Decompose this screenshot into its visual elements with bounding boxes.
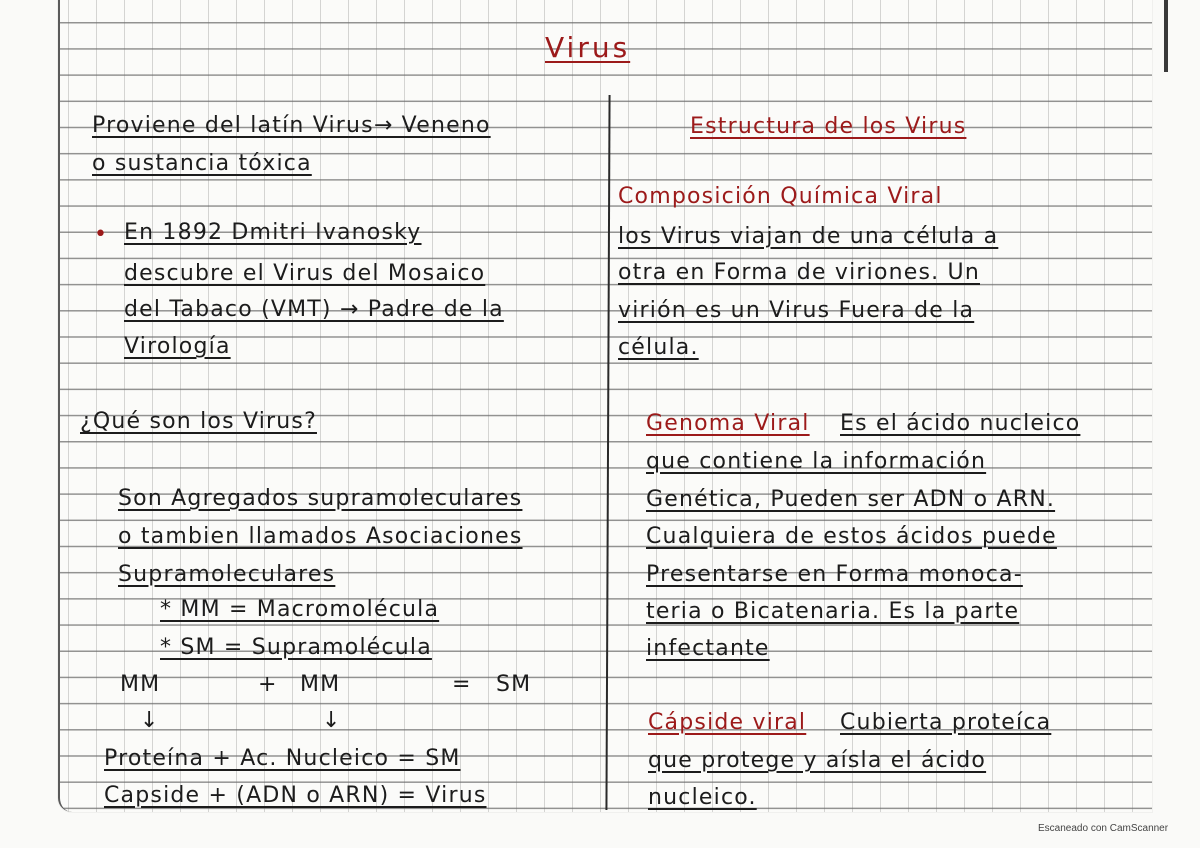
- equation-capside: Capside + (ADN o ARN) = Virus: [104, 783, 487, 808]
- genome-line-2: que contiene la información: [646, 449, 987, 474]
- structure-heading: Estructura de los Virus: [690, 114, 967, 139]
- equation-plus: +: [258, 672, 278, 697]
- sm-definition: * SM = Supramolécula: [160, 635, 432, 660]
- genome-line-1: Es el ácido nucleico: [840, 411, 1081, 436]
- composition-line-4: célula.: [618, 335, 699, 360]
- mm-definition: * MM = Macromolécula: [160, 597, 440, 622]
- genome-line-6: teria o Bicatenaria. Es la parte: [646, 599, 1020, 624]
- genome-line-5: Presentarse en Forma monoca-: [646, 562, 1023, 587]
- genome-line-7: infectante: [646, 636, 770, 661]
- composition-line-1: los Virus viajan de una célula a: [618, 224, 999, 249]
- capsid-line-1: Cubierta proteíca: [840, 710, 1052, 735]
- history-line-3: del Tabaco (VMT) → Padre de la: [124, 297, 504, 322]
- definition-line-2: o tambien llamados Asociaciones: [118, 524, 523, 549]
- composition-heading: Composición Química Viral: [618, 184, 943, 209]
- scanner-watermark: Escaneado con CamScanner: [1038, 823, 1169, 834]
- arrow-down-icon: ↓: [140, 708, 160, 733]
- equation-protein: Proteína + Ac. Nucleico = SM: [104, 746, 461, 771]
- arrow-down-icon: ↓: [322, 708, 342, 733]
- definition-line-1: Son Agregados supramoleculares: [118, 486, 523, 511]
- equation-sm: SM: [496, 672, 532, 697]
- capsid-line-2: que protege y aísla el ácido: [648, 748, 987, 773]
- equation-equals: =: [452, 672, 472, 697]
- history-line-2: descubre el Virus del Mosaico: [124, 261, 486, 286]
- capsid-label: Cápside viral: [648, 710, 807, 735]
- genome-label: Genoma Viral: [646, 411, 810, 436]
- question-heading: ¿Qué son los Virus?: [80, 409, 317, 434]
- definition-line-3: Supramoleculares: [118, 562, 336, 587]
- equation-mm-1: MM: [120, 672, 161, 697]
- origin-line-1: Proviene del latín Virus→ Veneno: [92, 113, 491, 138]
- genome-line-4: Cualquiera de estos ácidos puede: [646, 524, 1057, 549]
- history-bullet: •: [94, 222, 109, 247]
- history-line-1: En 1892 Dmitri Ivanosky: [124, 220, 422, 245]
- composition-line-3: virión es un Virus Fuera de la: [618, 298, 975, 323]
- page-edge-mark: [1164, 0, 1168, 72]
- history-line-4: Virología: [124, 334, 231, 359]
- genome-line-3: Genética, Pueden ser ADN o ARN.: [646, 487, 1056, 512]
- capsid-line-3: nucleico.: [648, 785, 757, 810]
- page-title: Virus: [545, 31, 631, 64]
- equation-mm-2: MM: [300, 672, 341, 697]
- composition-line-2: otra en Forma de viriones. Un: [618, 260, 980, 285]
- origin-line-2: o sustancia tóxica: [92, 151, 312, 176]
